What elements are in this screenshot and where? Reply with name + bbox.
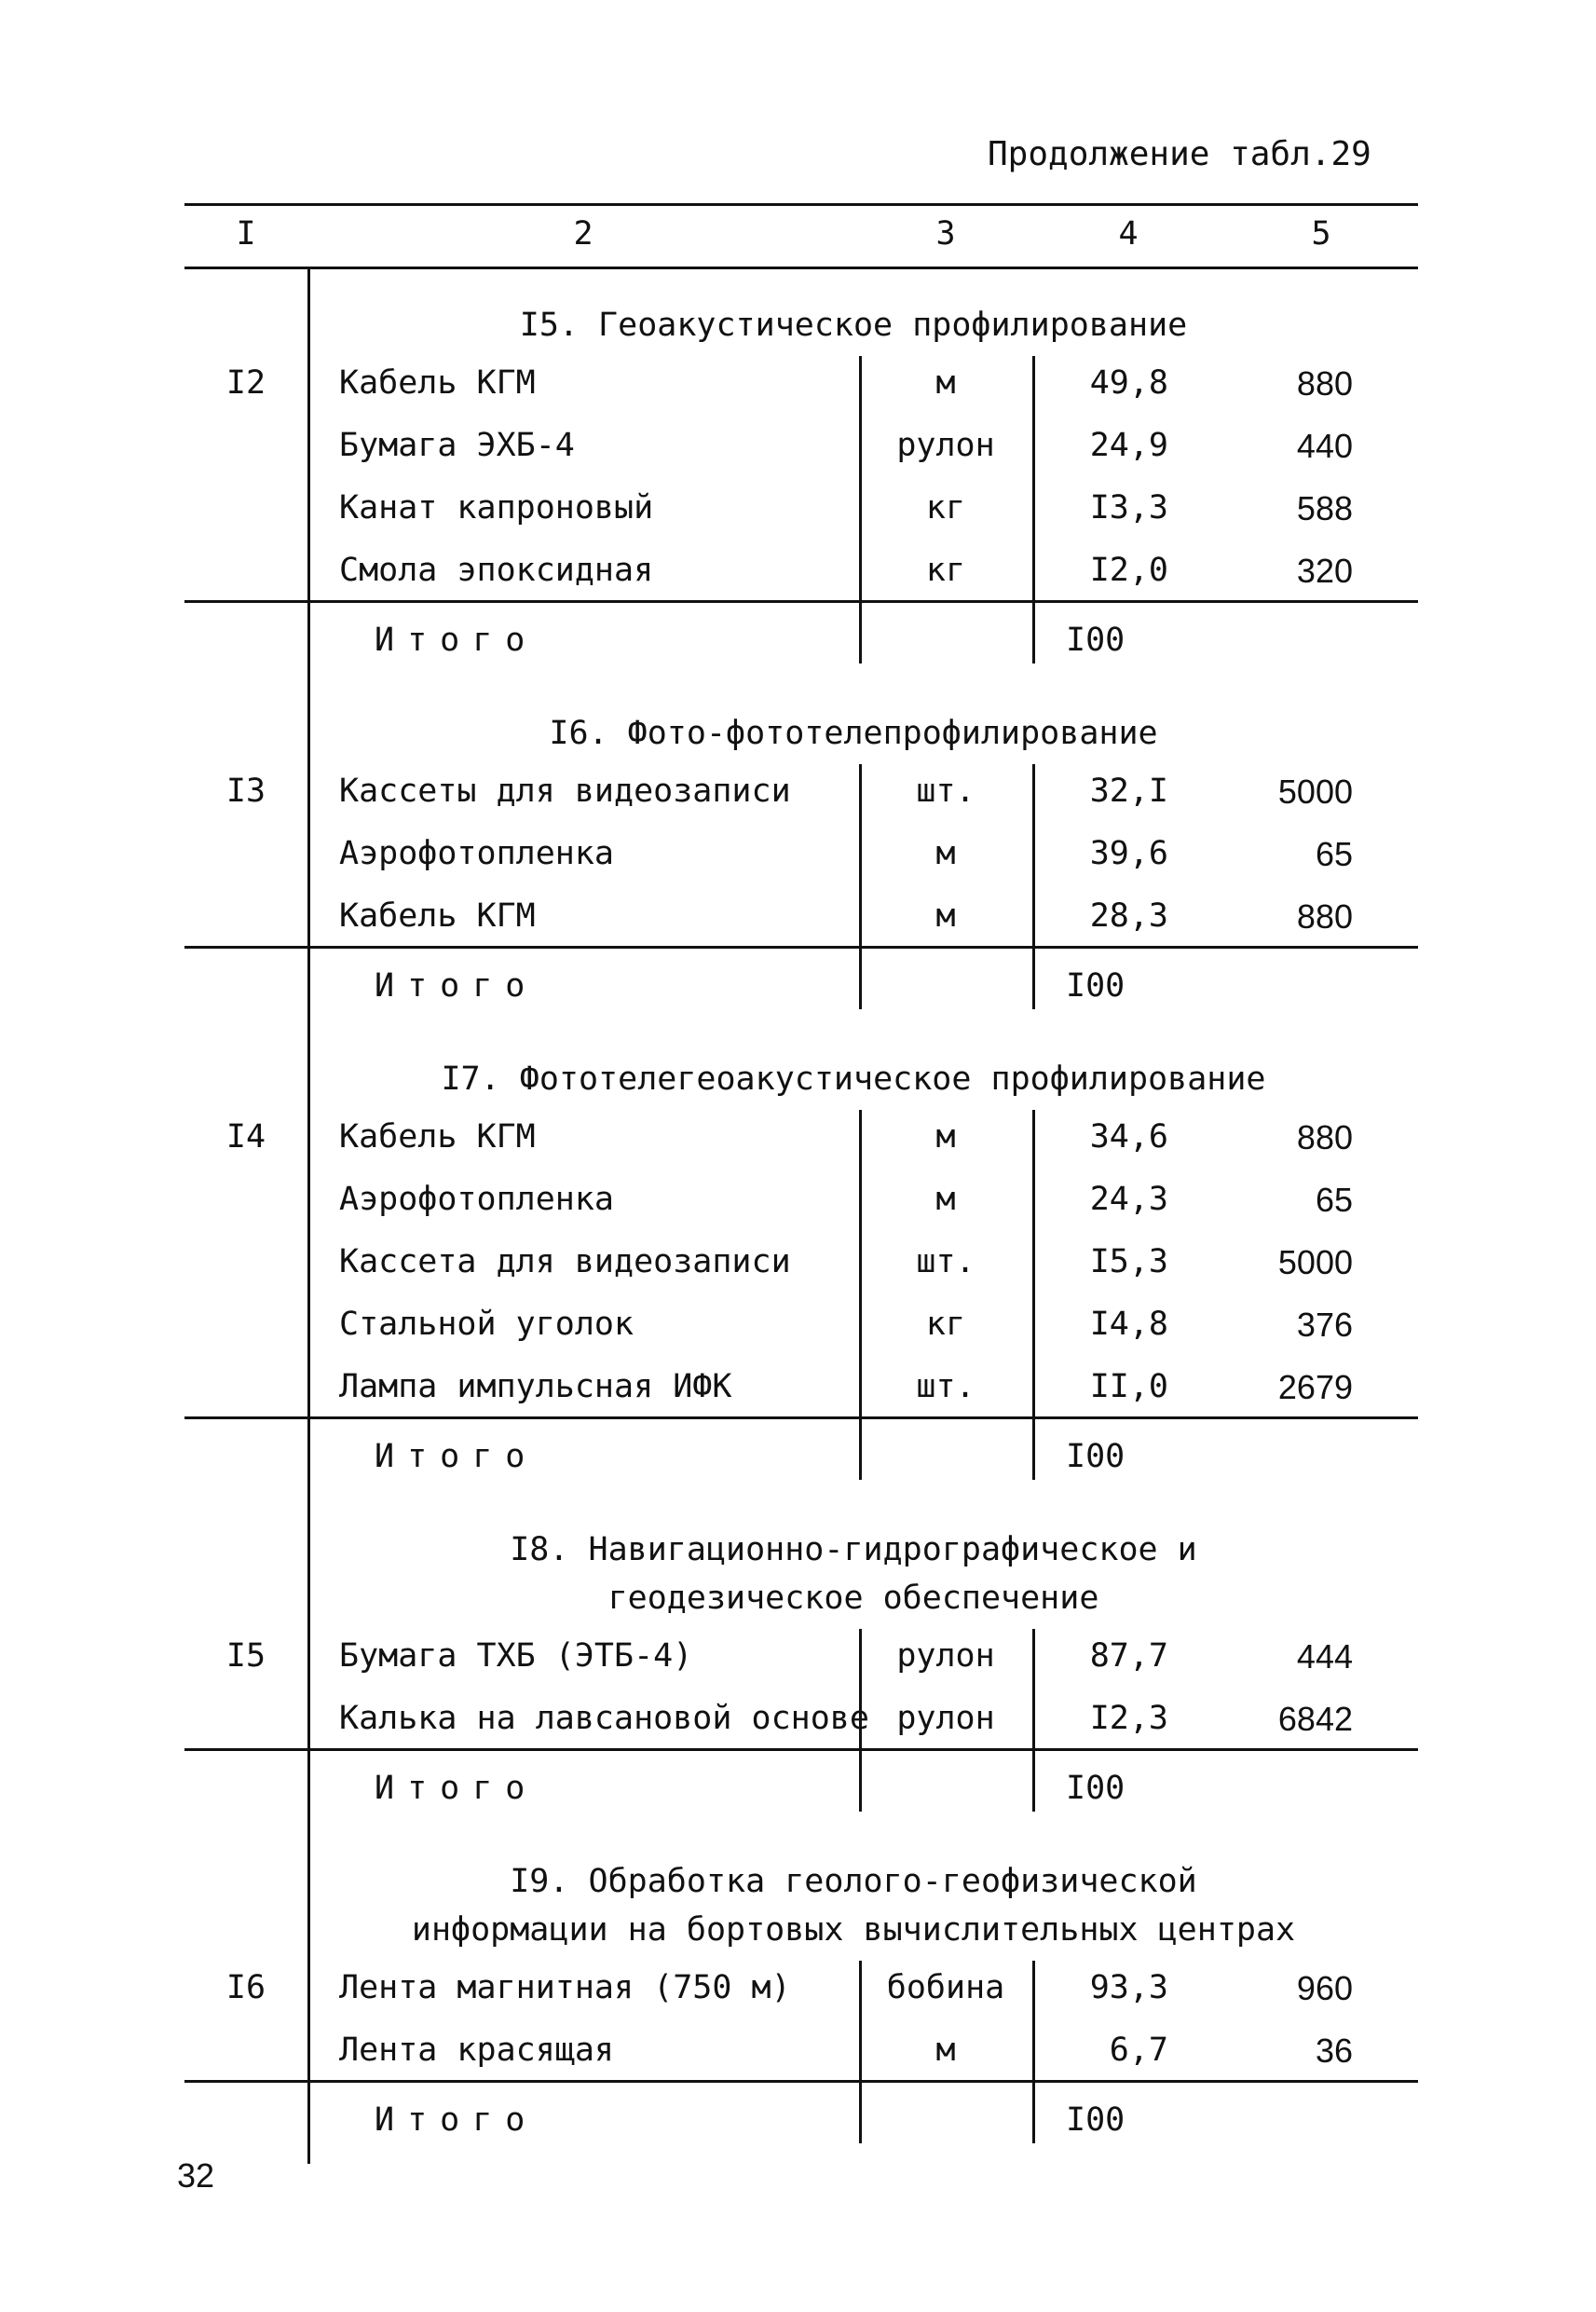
item-unit: м <box>935 1118 956 1156</box>
item-name: Канат капроновый <box>339 489 654 527</box>
column-rule-3 <box>859 946 862 1009</box>
column-rule-4 <box>1032 1416 1035 1480</box>
item-price: 65 <box>1315 835 1353 873</box>
item-value: 49,8 <box>1089 364 1168 402</box>
item-name: Кабель КГМ <box>339 1118 536 1156</box>
item-value: 28,3 <box>1089 897 1168 935</box>
item-price: 880 <box>1296 897 1353 936</box>
total-label: Итого <box>375 967 539 1005</box>
item-price: 588 <box>1296 489 1353 527</box>
total-label: Итого <box>375 1770 539 1807</box>
column-header-5: 5 <box>1311 215 1331 253</box>
column-rule-3 <box>859 1748 862 1812</box>
item-name: Стальной уголок <box>339 1306 634 1343</box>
column-rule-4 <box>1032 600 1035 664</box>
total-value: I00 <box>1066 2101 1125 2139</box>
item-value: 87,7 <box>1089 1637 1168 1675</box>
item-price: 960 <box>1296 1969 1353 2007</box>
item-name: Лента красящая <box>339 2032 615 2069</box>
section-rule <box>184 1748 1418 1751</box>
section-title: I5. Геоакустическое профилирование <box>519 307 1188 344</box>
item-price: 36 <box>1315 2032 1353 2070</box>
item-price: 5000 <box>1277 1243 1353 1281</box>
item-name: Аэрофотопленка <box>339 835 615 872</box>
item-price: 6842 <box>1277 1700 1353 1738</box>
item-name: Лента магнитная (750 м) <box>339 1969 791 2006</box>
item-price: 444 <box>1296 1637 1353 1676</box>
section-title: I7. Фототелегеоакустическое профилирование <box>441 1060 1266 1098</box>
item-unit: м <box>935 2032 956 2069</box>
item-name: Калька на лавсановой основе <box>339 1700 869 1737</box>
item-unit: кг <box>925 489 966 527</box>
item-name: Кассета для видеозаписи <box>339 1243 791 1280</box>
item-unit: шт. <box>916 1243 975 1280</box>
item-name: Аэрофотопленка <box>339 1181 615 1218</box>
item-value: 39,6 <box>1089 835 1168 872</box>
item-unit: м <box>935 897 956 935</box>
item-price: 2679 <box>1277 1368 1353 1406</box>
item-price: 5000 <box>1277 773 1353 811</box>
column-rule-3 <box>859 1629 862 1748</box>
column-rule-4 <box>1032 2080 1035 2143</box>
column-rule-4 <box>1032 1748 1035 1812</box>
column-header-1: I <box>236 215 256 253</box>
column-rule-2 <box>307 1491 310 1823</box>
item-value: II,0 <box>1089 1368 1168 1405</box>
item-price: 65 <box>1315 1181 1353 1219</box>
item-value: 93,3 <box>1089 1969 1168 2006</box>
section-rule <box>184 600 1418 603</box>
item-value: 34,6 <box>1089 1118 1168 1156</box>
column-rule-3 <box>859 764 862 946</box>
column-rule-3 <box>859 1961 862 2080</box>
item-unit: кг <box>925 1306 966 1343</box>
section-code: I6 <box>225 1969 266 2006</box>
column-rule-4 <box>1032 356 1035 600</box>
item-price: 880 <box>1296 364 1353 403</box>
item-value: I5,3 <box>1089 1243 1168 1280</box>
column-rule-2 <box>307 1020 310 1491</box>
column-rule-4 <box>1032 1629 1035 1748</box>
column-rule-2 <box>307 675 310 1020</box>
item-name: Бумага ТХБ (ЭТБ-4) <box>339 1637 693 1675</box>
column-rule-3 <box>859 1416 862 1480</box>
item-unit: кг <box>925 552 966 589</box>
item-unit: м <box>935 1181 956 1218</box>
section-title: информации на бортовых вычислительных центрах <box>411 1911 1296 1949</box>
column-rule-3 <box>859 2080 862 2143</box>
total-value: I00 <box>1066 1438 1125 1475</box>
page-number: 32 <box>177 2156 215 2195</box>
section-code: I2 <box>225 364 266 402</box>
section-code: I3 <box>225 773 266 810</box>
total-value: I00 <box>1066 622 1125 659</box>
item-unit: шт. <box>916 1368 975 1405</box>
item-name: Смола эпоксидная <box>339 552 654 589</box>
item-name: Лампа импульсная ИФК <box>339 1368 732 1405</box>
section-title: геодезическое обеспечение <box>607 1580 1099 1617</box>
item-unit: м <box>935 364 956 402</box>
item-value: I3,3 <box>1089 489 1168 527</box>
header-top-rule <box>184 203 1418 206</box>
item-value: I4,8 <box>1089 1306 1168 1343</box>
item-unit: бобина <box>886 1969 1005 2006</box>
item-price: 440 <box>1296 427 1353 465</box>
total-value: I00 <box>1066 1770 1125 1807</box>
header-bottom-rule <box>184 267 1418 269</box>
item-value: 6,7 <box>1109 2032 1168 2069</box>
column-rule-3 <box>859 600 862 664</box>
item-value: 32,I <box>1089 773 1168 810</box>
section-rule <box>184 946 1418 949</box>
column-rule-4 <box>1032 946 1035 1009</box>
section-title: I6. Фото-фототелепрофилирование <box>549 715 1158 752</box>
column-header-2: 2 <box>573 215 593 253</box>
item-price: 880 <box>1296 1118 1353 1156</box>
section-title: I8. Навигационно-гидрографическое и <box>510 1531 1197 1568</box>
total-label: Итого <box>375 2101 539 2139</box>
item-price: 376 <box>1296 1306 1353 1344</box>
item-name: Кабель КГМ <box>339 364 536 402</box>
section-code: I4 <box>225 1118 266 1156</box>
item-value: I2,3 <box>1089 1700 1168 1737</box>
column-header-4: 4 <box>1118 215 1139 253</box>
column-rule-4 <box>1032 764 1035 946</box>
item-name: Кабель КГМ <box>339 897 536 935</box>
column-rule-3 <box>859 1110 862 1416</box>
total-label: Итого <box>375 622 539 659</box>
section-rule <box>184 2080 1418 2083</box>
item-name: Бумага ЭХБ-4 <box>339 427 575 464</box>
total-label: Итого <box>375 1438 539 1475</box>
item-unit: шт. <box>916 773 975 810</box>
item-unit: рулон <box>896 427 995 464</box>
column-rule-4 <box>1032 1961 1035 2080</box>
item-name: Кассеты для видеозаписи <box>339 773 791 810</box>
total-value: I00 <box>1066 967 1125 1005</box>
table-caption: Продолжение табл.29 <box>988 135 1371 173</box>
section-code: I5 <box>225 1637 266 1675</box>
item-unit: рулон <box>896 1700 995 1737</box>
section-rule <box>184 1416 1418 1419</box>
column-header-3: 3 <box>935 215 956 253</box>
column-rule-4 <box>1032 1110 1035 1416</box>
item-price: 320 <box>1296 552 1353 590</box>
item-value: I2,0 <box>1089 552 1168 589</box>
column-rule-3 <box>859 356 862 600</box>
column-rule-2 <box>307 267 310 675</box>
item-unit: м <box>935 835 956 872</box>
item-unit: рулон <box>896 1637 995 1675</box>
section-title: I9. Обработка геолого-геофизической <box>510 1863 1197 1900</box>
item-value: 24,9 <box>1089 427 1168 464</box>
column-rule-2 <box>307 1823 310 2164</box>
item-value: 24,3 <box>1089 1181 1168 1218</box>
